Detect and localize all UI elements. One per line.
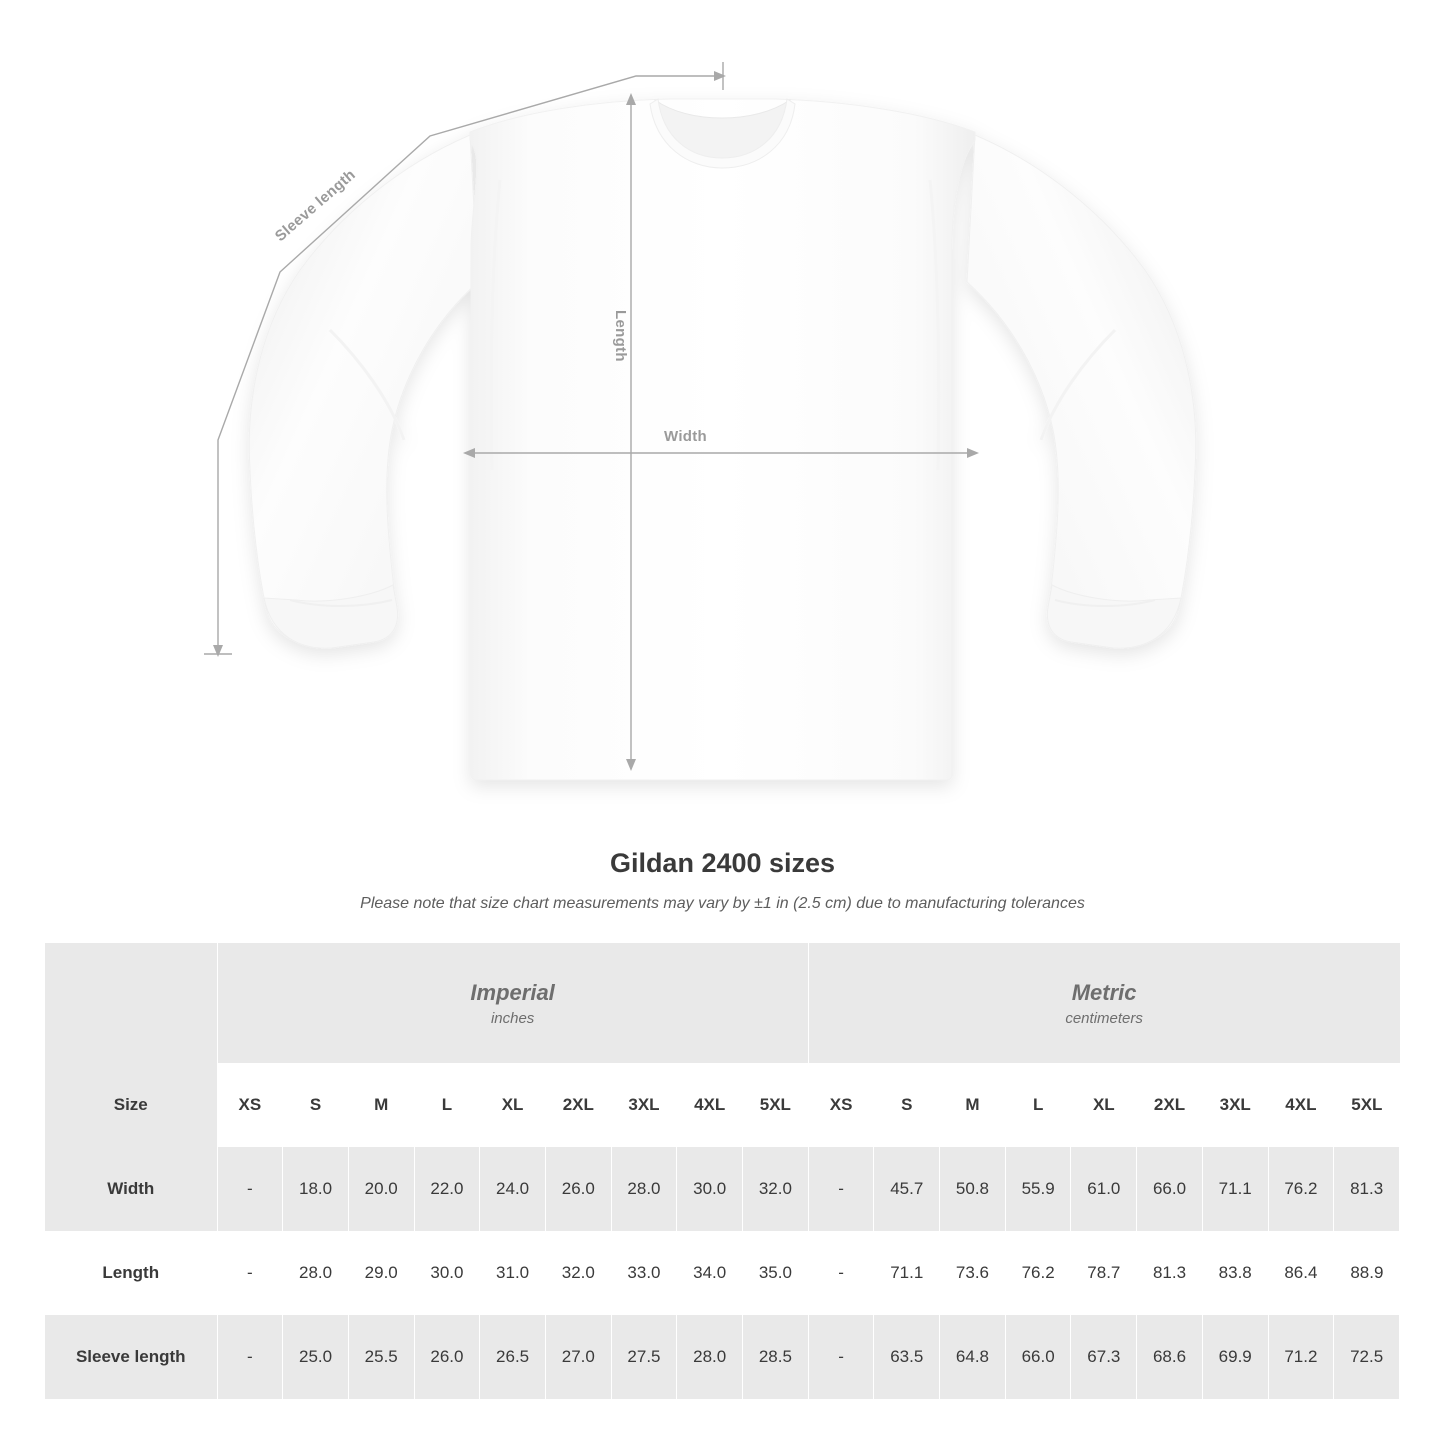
cell-length-imperial-l: 30.0 (414, 1231, 480, 1315)
cell-length-metric-5xl: 88.9 (1334, 1231, 1400, 1315)
cell-sleeve-imperial-xs: - (217, 1315, 283, 1399)
unit-sub-imperial: inches (490, 1010, 535, 1028)
cell-sleeve-metric-5xl: 72.5 (1334, 1315, 1400, 1399)
cell-sleeve-imperial-l: 26.0 (414, 1315, 480, 1399)
cell-width-imperial-2xl: 26.0 (545, 1147, 611, 1231)
cell-width-imperial-l: 22.0 (414, 1147, 480, 1231)
cell-width-imperial-4xl: 30.0 (677, 1147, 743, 1231)
size-chart-table (45, 943, 1400, 1399)
cell-length-imperial-m: 29.0 (348, 1231, 414, 1315)
sleeve-length-dimension-label: Sleeve length (271, 166, 359, 245)
cell-length-metric-xs: - (808, 1231, 874, 1315)
size-col-metric-3xl: 3XL (1202, 1063, 1268, 1147)
size-col-metric-xl: XL (1071, 1063, 1137, 1147)
size-col-imperial-3xl: 3XL (611, 1063, 677, 1147)
size-header-row (45, 1063, 1400, 1147)
size-col-metric-5xl: 5XL (1334, 1063, 1400, 1147)
cell-length-metric-4xl: 86.4 (1268, 1231, 1334, 1315)
size-col-imperial-5xl: 5XL (743, 1063, 809, 1147)
width-dimension-label: Width (664, 428, 708, 445)
cell-length-metric-xl: 78.7 (1071, 1231, 1137, 1315)
cell-sleeve-imperial-2xl: 27.0 (545, 1315, 611, 1399)
length-dimension-label: Length (612, 310, 629, 362)
size-col-metric-xs: XS (808, 1063, 874, 1147)
cell-width-imperial-5xl: 32.0 (743, 1147, 809, 1231)
cell-sleeve-metric-3xl: 69.9 (1202, 1315, 1268, 1399)
cell-sleeve-metric-xl: 67.3 (1071, 1315, 1137, 1399)
cell-length-imperial-xl: 31.0 (480, 1231, 546, 1315)
cell-width-imperial-s: 18.0 (283, 1147, 349, 1231)
cell-length-metric-2xl: 81.3 (1137, 1231, 1203, 1315)
cell-sleeve-metric-s: 63.5 (874, 1315, 940, 1399)
cell-width-metric-xl: 61.0 (1071, 1147, 1137, 1231)
size-col-metric-l: L (1005, 1063, 1071, 1147)
unit-sub-metric: centimeters (1065, 1010, 1143, 1028)
page-title: Gildan 2400 sizes (609, 848, 836, 878)
row-label-width: Width (45, 1147, 217, 1231)
size-col-imperial-4xl: 4XL (677, 1063, 743, 1147)
table-row (45, 1315, 1400, 1399)
cell-width-metric-3xl: 71.1 (1202, 1147, 1268, 1231)
cell-sleeve-metric-xs: - (808, 1315, 874, 1399)
unit-header-row (45, 943, 1400, 1063)
size-header-label: Size (45, 1063, 217, 1147)
size-col-imperial-l: L (414, 1063, 480, 1147)
cell-width-metric-s: 45.7 (874, 1147, 940, 1231)
row-label-length: Length (45, 1231, 217, 1315)
cell-sleeve-imperial-5xl: 28.5 (743, 1315, 809, 1399)
unit-header-spacer (45, 943, 217, 1063)
cell-length-imperial-5xl: 35.0 (743, 1231, 809, 1315)
cell-sleeve-metric-2xl: 68.6 (1137, 1315, 1203, 1399)
cell-length-imperial-4xl: 34.0 (677, 1231, 743, 1315)
tolerance-note: Please note that size chart measurements may vary by ±1 in (2.5 cm) due to manufacturing tolerances (360, 895, 1085, 912)
cell-sleeve-imperial-3xl: 27.5 (611, 1315, 677, 1399)
table-row (45, 1147, 1400, 1231)
cell-length-imperial-s: 28.0 (283, 1231, 349, 1315)
title-block (0, 848, 1445, 913)
cell-sleeve-metric-4xl: 71.2 (1268, 1315, 1334, 1399)
cell-length-imperial-2xl: 32.0 (545, 1231, 611, 1315)
cell-length-metric-s: 71.1 (874, 1231, 940, 1315)
cell-length-imperial-3xl: 33.0 (611, 1231, 677, 1315)
unit-header-metric (808, 943, 1399, 1063)
cell-width-metric-2xl: 66.0 (1137, 1147, 1203, 1231)
row-label-sleeve-length: Sleeve length (45, 1315, 217, 1399)
size-col-metric-s: S (874, 1063, 940, 1147)
cell-width-metric-m: 50.8 (940, 1147, 1006, 1231)
unit-name-imperial: Imperial (470, 979, 555, 1005)
cell-sleeve-imperial-m: 25.5 (348, 1315, 414, 1399)
size-col-imperial-xs: XS (217, 1063, 283, 1147)
size-col-metric-4xl: 4XL (1268, 1063, 1334, 1147)
cell-width-metric-4xl: 76.2 (1268, 1147, 1334, 1231)
size-col-imperial-s: S (283, 1063, 349, 1147)
cell-width-metric-l: 55.9 (1005, 1147, 1071, 1231)
cell-width-metric-xs: - (808, 1147, 874, 1231)
cell-length-metric-3xl: 83.8 (1202, 1231, 1268, 1315)
unit-header-imperial (217, 943, 808, 1063)
cell-length-metric-m: 73.6 (940, 1231, 1006, 1315)
cell-length-metric-l: 76.2 (1005, 1231, 1071, 1315)
unit-name-metric: Metric (1071, 979, 1137, 1005)
size-chart-table-wrapper (45, 943, 1400, 1399)
cell-width-imperial-xs: - (217, 1147, 283, 1231)
cell-sleeve-metric-l: 66.0 (1005, 1315, 1071, 1399)
cell-sleeve-imperial-s: 25.0 (283, 1315, 349, 1399)
size-col-metric-2xl: 2XL (1137, 1063, 1203, 1147)
cell-width-imperial-3xl: 28.0 (611, 1147, 677, 1231)
cell-width-imperial-xl: 24.0 (480, 1147, 546, 1231)
size-col-imperial-2xl: 2XL (545, 1063, 611, 1147)
cell-width-imperial-m: 20.0 (348, 1147, 414, 1231)
cell-sleeve-imperial-xl: 26.5 (480, 1315, 546, 1399)
size-col-imperial-m: M (348, 1063, 414, 1147)
cell-length-imperial-xs: - (217, 1231, 283, 1315)
table-row (45, 1231, 1400, 1315)
size-col-metric-m: M (940, 1063, 1006, 1147)
garment-shape (249, 99, 1196, 780)
cell-sleeve-metric-m: 64.8 (940, 1315, 1006, 1399)
cell-width-metric-5xl: 81.3 (1334, 1147, 1400, 1231)
size-col-imperial-xl: XL (480, 1063, 546, 1147)
cell-sleeve-imperial-4xl: 28.0 (677, 1315, 743, 1399)
